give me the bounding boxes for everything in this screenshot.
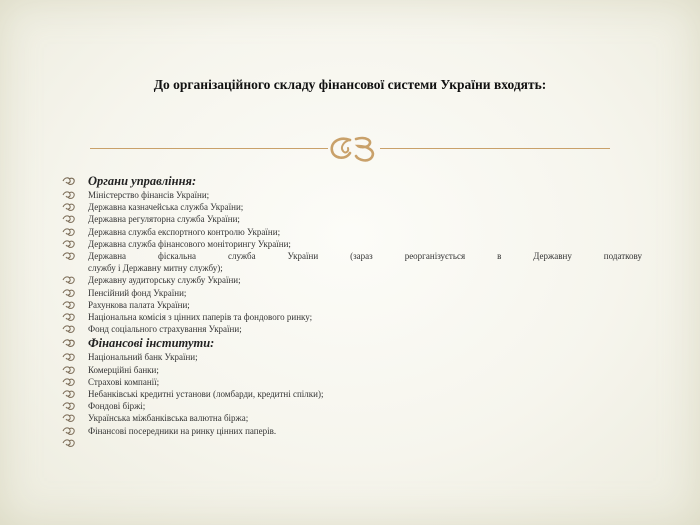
list-item xyxy=(62,189,642,201)
divider-line-right xyxy=(380,148,610,149)
leaf-swirl-bullet-icon xyxy=(62,190,76,200)
section-heading-management xyxy=(62,173,642,189)
leaf-swirl-bullet-icon xyxy=(62,300,76,310)
leaf-swirl-bullet-icon xyxy=(62,324,76,334)
list-item-text: Небанківські кредитні установи (ломбарди, кредитні спілки); xyxy=(88,389,324,400)
list-item xyxy=(62,201,642,213)
list-item-text: Рахункова палата України; xyxy=(88,299,190,310)
list-item-text-line1: Державна фіскальна служба України (зараз реорганізується в Державну податкову xyxy=(88,251,642,262)
list-item-text: Страхові компанії; xyxy=(88,376,160,387)
list-item-text: Державна служба фінансового моніторингу України; xyxy=(88,238,291,249)
list-item xyxy=(62,376,642,388)
divider-line-left xyxy=(90,148,328,149)
list-item xyxy=(62,364,642,376)
leaf-swirl-bullet-icon xyxy=(62,426,76,436)
list-item-text: Національна комісія з цінних паперів та фондового ринку; xyxy=(88,312,313,323)
leaf-swirl-bullet-icon xyxy=(62,413,76,423)
slide-title: До організаційного складу фінансової системи України входять: xyxy=(153,77,547,92)
content-list xyxy=(62,173,642,449)
list-item xyxy=(62,412,642,424)
leaf-swirl-bullet-icon xyxy=(62,438,76,448)
list-item-text: Міністерство фінансів України; xyxy=(88,190,210,200)
list-item-text: Фінансові посередники на ринку цінних паперів. xyxy=(88,425,277,436)
list-item-text: Національний банк України; xyxy=(88,352,198,363)
list-item-text: Пенсійний фонд України; xyxy=(88,287,187,298)
ornament-divider xyxy=(90,132,610,164)
list-item xyxy=(62,351,642,363)
list-item-text: Державна служба експортного контролю України; xyxy=(88,226,281,237)
list-item-empty xyxy=(62,437,642,449)
list-item-text: Фондові біржі; xyxy=(88,401,146,412)
list-item xyxy=(62,213,642,225)
list-item xyxy=(62,274,642,286)
swirl-ornament-icon xyxy=(326,132,382,164)
list-item-text: Фонд соціального страхування України; xyxy=(88,324,242,335)
leaf-swirl-bullet-icon xyxy=(62,365,76,375)
leaf-swirl-bullet-icon xyxy=(62,352,76,362)
list-item-text: Державну аудиторську службу України; xyxy=(88,275,241,286)
list-item xyxy=(62,299,642,311)
leaf-swirl-bullet-icon xyxy=(62,312,76,322)
leaf-swirl-bullet-icon xyxy=(62,251,76,261)
section-heading-institutions xyxy=(62,335,642,351)
list-item xyxy=(62,400,642,412)
list-item xyxy=(62,238,642,250)
list-item xyxy=(62,323,642,335)
list-item-text: Державна казначейська служба України; xyxy=(88,202,244,213)
list-item-text-line2: службу і Державну митну службу); xyxy=(88,263,223,274)
list-item-text: Українська міжбанківська валютна біржа; xyxy=(88,413,249,424)
leaf-swirl-bullet-icon xyxy=(62,227,76,237)
leaf-swirl-bullet-icon xyxy=(62,288,76,298)
leaf-swirl-bullet-icon xyxy=(62,176,76,186)
leaf-swirl-bullet-icon xyxy=(62,214,76,224)
leaf-swirl-bullet-icon xyxy=(62,275,76,285)
list-item-text: Комерційні банки; xyxy=(88,364,159,375)
leaf-swirl-bullet-icon xyxy=(62,338,76,348)
list-item xyxy=(62,311,642,323)
leaf-swirl-bullet-icon xyxy=(62,239,76,249)
leaf-swirl-bullet-icon xyxy=(62,389,76,399)
list-item xyxy=(62,226,642,238)
list-item xyxy=(62,287,642,299)
list-item xyxy=(62,388,642,400)
section-heading-label: Органи управління: xyxy=(88,174,197,188)
leaf-swirl-bullet-icon xyxy=(62,377,76,387)
list-item xyxy=(62,425,642,437)
list-item-wrapped xyxy=(62,250,642,274)
list-item-text: Державна регуляторна служба України; xyxy=(88,214,240,225)
leaf-swirl-bullet-icon xyxy=(62,202,76,212)
section-heading-label: Фінансові інститути: xyxy=(88,336,215,351)
leaf-swirl-bullet-icon xyxy=(62,401,76,411)
